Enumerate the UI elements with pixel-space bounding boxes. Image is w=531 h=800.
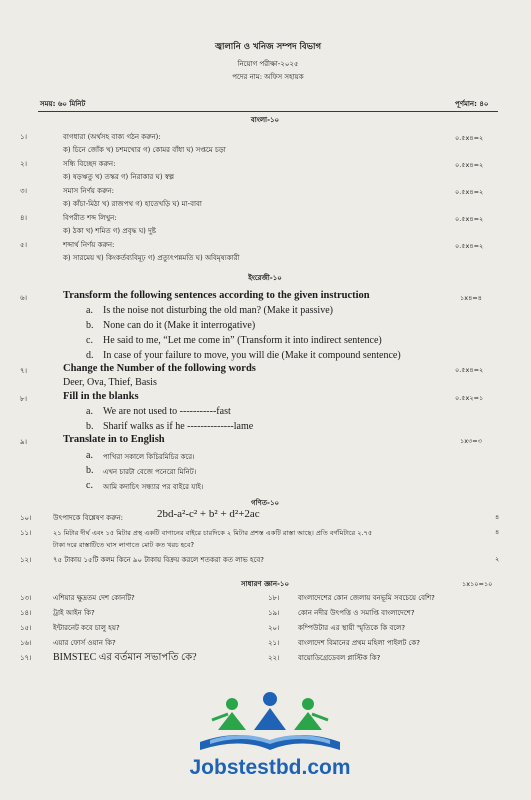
- gk-marks: ১x১০=১০: [462, 580, 493, 588]
- logo-text: Jobstestbd.com: [189, 756, 351, 779]
- exam-time: সময়: ৬০ মিনিট: [40, 100, 86, 108]
- org-title: জ্বালানি ও খনিজ সম্পদ বিভাগ: [214, 42, 322, 52]
- gk-section-title: সাধারণ জ্ঞান-১০: [240, 580, 290, 588]
- exam-title: নিয়োগ পরীক্ষা-২০২৫: [237, 60, 299, 68]
- math-section-title: গণিত-১০: [250, 499, 280, 507]
- logo-people-book-icon: [170, 690, 370, 760]
- divider: [38, 111, 498, 112]
- bangla-section-title: বাংলা-১০: [250, 116, 280, 124]
- english-section-title: ইংরেজী-১০: [248, 274, 282, 282]
- jobstestbd-logo: [170, 690, 370, 790]
- full-marks: পূর্ণমান: ৪০: [455, 100, 489, 108]
- math-expression: 2bd-a²-c² + b² + d²+2ac: [157, 508, 260, 520]
- exam-page: জ্বালানি ও খনিজ সম্পদ বিভাগ নিয়োগ পরীক্ষা-২০২৫ পদের নাম: অফিস সহায়ক সময়: ৬০ মিনিট পূর্ণমান: ৪০ বাংলা-১০ ১। বাগধারা (অর্থসহ বাক্য গঠন করুন): ০.৫x৪=২ ক) চিনে জোঁক খ) চশমখোর গ) কোমর বাঁধা ঘ) সপ্তমে চড়া ২। সন্ধি বিচ্ছেদ করুন: ০.৫x৪=২ ক) ষড়ঋতু খ) তস্কর গ) নিরাকার ঘ) স্বল্প ৩। সমাস নির্ণয় করুন: ০.৫x৪=২ ক) কাঁচা-মিঠা খ) রাজপথ গ) হাতেখড়ি ঘ) মা-বাবা ৪। বিপরীত শব্দ লিখুন: ০.৫x৪=২ ক) ঠকা খ) শমিত গ) প্রবৃদ্ধ ঘ) দুষ্ট ৫। শব্দার্থ নির্ণয় করুন: ০.৫x৪=২ ক) সারমেয় খ) কিংকর্তব্যবিমূঢ় গ) প্রত্যুৎপন্নমতি ঘ) অবিমৃষ্যকারী ইংরেজী-১০ ৬। Transform the following sentences according to the given instruction ১x৪=৪ a. Is the noise not disturbing the old man? (Make it passive) b. None can do it (Make it interrogative) c. He said to me, “Let me come in” (Transform it into indirect sentence) d. In case of your failure to move, you will die (Make it compound sentence) ৭। Change the Number of the following words ০.৫x৪=২ Deer, Ova, Thief, Basis ৮। Fill in the blanks ০.৫x২=১ a. We are not used to -----------fast b. Sharif walks as if he --------------lame ৯। Translate in to English ১x৩=৩ a. পাখিরা সকালে কিচিরমিচির করে। b. এখন চারটা বেজে পনেরো মিনিট। c. আমি কদাচিৎ সন্ধ্যার পর বাইরে যাই। গণিত-১০ ১০। উৎপাদকে বিশ্লেষণ করুন: 2bd-a²-c² + b² + d²+2ac ৪ ১১। ২১ মিটার দীর্ঘ এবং ১৫ মিটার প্রস্থ একটি বাগানের বাইরে চারদিকে ২ মিটার প্রশস্ত একটি রাস্তা আছে। প্রতি বর্গমিটারে ২.৭৫ ৪ টাকা দরে রাস্তাটিতে ঘাস লাগাতে মোট কত খরচ হবে? ১২। ৭৫ টাকায় ১৫টি কলম কিনে ৯০ টাকায় বিক্রয় করলে শতকরা কত লাভ হবে? ২ সাধারণ জ্ঞান-১০ ১x১০=১০ ১৩। এশিয়ার ক্ষুদ্রতম দেশ কোনটি? ১৪। ট্রাই আইন কি? ১৫। ইন্টারনেট কবে চালু হয়? ১৬। এয়ার ফোর্স ওয়ান কি? ১৭। BIMSTEC এর বর্তমান সভাপতি কে? ১৮। বাংলাদেশের কোন জেলায় বনভূমি সবচেয়ে বেশি? ১৯। কোন নদীর উৎপত্তি ও সমাপ্তি বাংলাদেশে? ২০। কম্পিউটার এর স্থায়ী স্মৃতিকে কি বলে? ২১। বাংলাদেশ বিমানের প্রথম মহিলা পাইলট কে? ২২। বায়োডিগ্রেডেবল প্লাস্টিক কি? Jobstestbd.com: [0, 0, 531, 800]
- post-name: পদের নাম: অফিস সহায়ক: [232, 73, 304, 81]
